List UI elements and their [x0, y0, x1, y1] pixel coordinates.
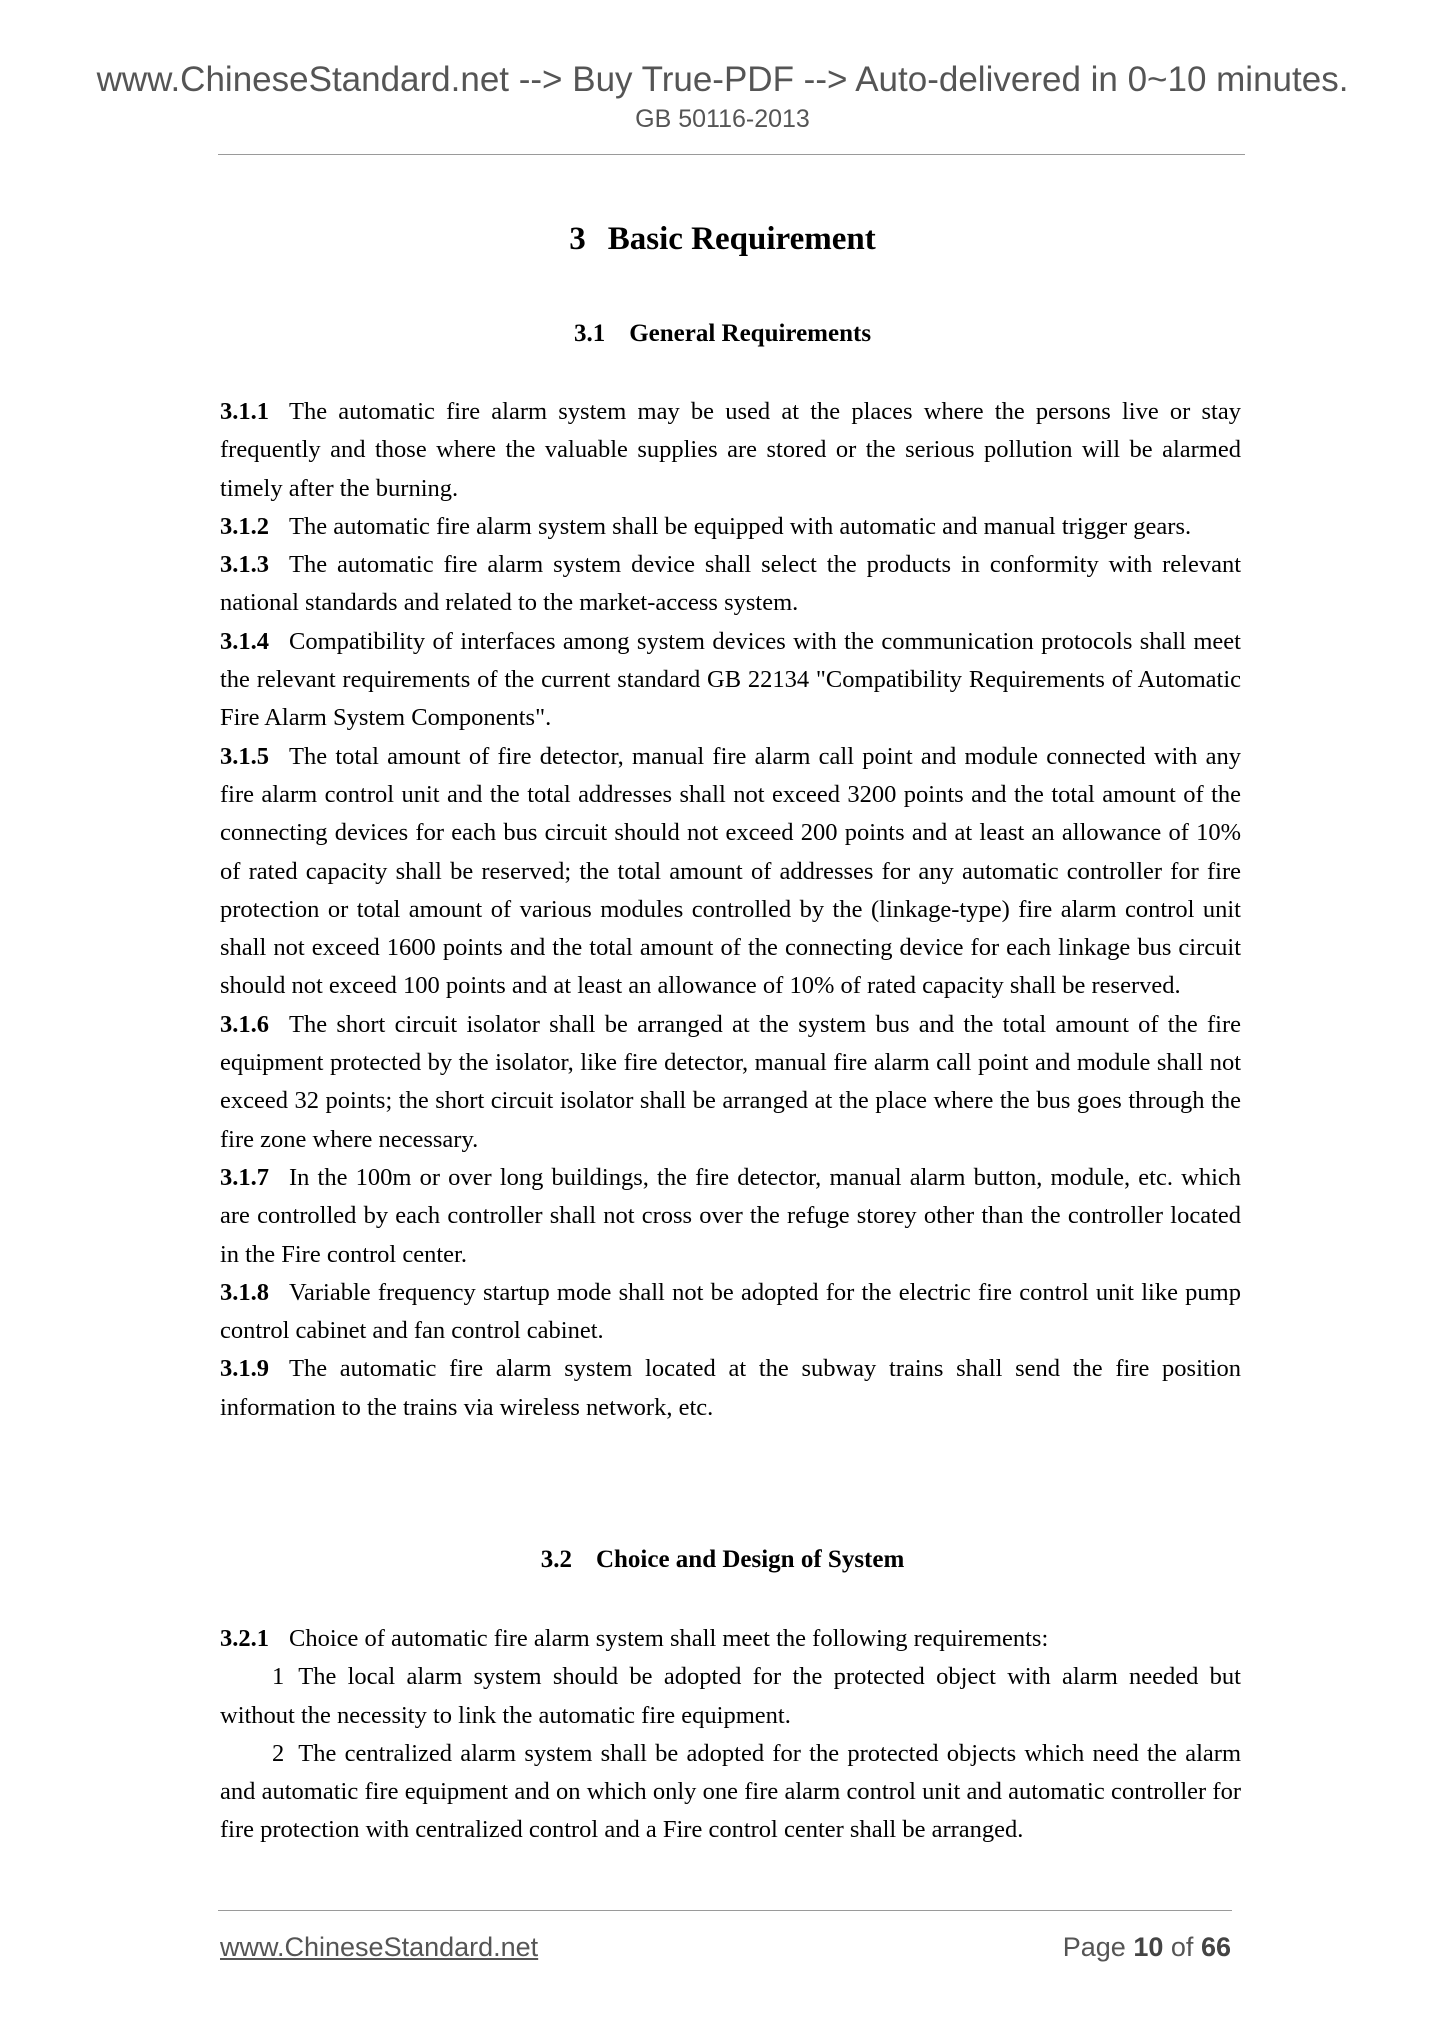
item-number: 1 [272, 1663, 285, 1691]
chapter-title: Basic Requirement [607, 221, 876, 257]
clause-number: 3.1.4 [220, 627, 269, 655]
clause-number: 3.1.5 [220, 742, 269, 770]
item-number: 2 [272, 1739, 285, 1767]
item-text: The centralized alarm system shall be adopted for the protected objects which need the alarm and automatic fire equipment and on which only one fire alarm control unit and automatic controller for fire protection with centralized control and a Fire control center shall be arranged. [220, 1739, 1241, 1844]
page-of: of [1170, 1932, 1194, 1962]
clause-3-1-7 [220, 1159, 1241, 1274]
header-banner[interactable]: www.ChineseStandard.net --> Buy True-PDF --> Auto-delivered in 0~10 minutes. [96, 60, 1349, 99]
header-divider [218, 154, 1245, 155]
section-heading-3-2 [0, 1544, 1445, 1576]
section-title: Choice and Design of System [595, 1546, 905, 1573]
clause-number: 3.1.8 [220, 1278, 269, 1306]
section-3-1-body [220, 393, 1241, 1427]
footer-site-link[interactable]: www.ChineseStandard.net [220, 1932, 539, 1962]
clause-3-2-1 [220, 1620, 1241, 1658]
clause-3-1-4 [220, 623, 1241, 738]
clause-text: The total amount of fire detector, manual fire alarm call point and module connected with any fire alarm control unit and the total addresses shall not exceed 3200 points and the total amount of the connecting devices for each bus circuit should not exceed 200 points and at least an allowance of 10% of rated capacity shall be reserved; the total amount of addresses for any automatic controller for fire protection or total amount of various modules controlled by the (linkage-type) fire alarm control unit shall not exceed 1600 points and the total amount of the connecting device for each linkage bus circuit should not exceed 100 points and at least an allowance of 10% of rated capacity shall be reserved. [220, 742, 1241, 1000]
section-number: 3.1 [573, 320, 606, 347]
page-current: 10 [1133, 1932, 1164, 1962]
clause-text: The automatic fire alarm system located at the subway trains shall send the fire position information to the trains via wireless network, etc. [220, 1355, 1241, 1421]
clause-number: 3.1.3 [220, 551, 269, 579]
footer-divider [218, 1910, 1232, 1911]
section-heading-3-1 [0, 318, 1445, 350]
clause-text: The automatic fire alarm system device shall select the products in conformity with relevant national standards and related to the market-access system. [220, 551, 1241, 617]
clause-number: 3.1.7 [220, 1163, 269, 1191]
chapter-number: 3 [569, 221, 586, 257]
clause-number: 3.2.1 [220, 1625, 269, 1652]
page-indicator [1063, 1930, 1231, 1964]
clause-number: 3.1.6 [220, 1010, 269, 1038]
clause-3-1-6 [220, 1006, 1241, 1159]
clause-text: Choice of automatic fire alarm system shall meet the following requirements: [289, 1625, 1049, 1652]
clause-number: 3.1.2 [220, 512, 269, 540]
clause-3-1-9 [220, 1350, 1241, 1427]
section-3-2-body [220, 1620, 1241, 1850]
clause-3-1-1 [220, 393, 1241, 508]
clause-3-1-8 [220, 1274, 1241, 1351]
clause-text: The automatic fire alarm system shall be equipped with automatic and manual trigger gears. [289, 512, 1192, 540]
page-total: 66 [1200, 1932, 1231, 1962]
page-label: Page [1062, 1932, 1126, 1962]
list-item [220, 1735, 1241, 1850]
standard-code: GB 50116-2013 [635, 105, 810, 133]
clause-3-1-2 [220, 508, 1241, 546]
section-number: 3.2 [540, 1546, 572, 1573]
clause-number: 3.1.9 [220, 1355, 269, 1383]
clause-text: Variable frequency startup mode shall not be adopted for the electric fire control unit like pump control cabinet and fan control cabinet. [220, 1278, 1241, 1345]
clause-number: 3.1.1 [220, 398, 269, 425]
clause-text: In the 100m or over long buildings, the fire detector, manual alarm button, module, etc. which are controlled by each controller shall not cross over the refuge storey other than the controller located in the Fire control center. [220, 1163, 1241, 1268]
chapter-heading [0, 218, 1445, 260]
section-title: General Requirements [629, 320, 872, 347]
list-item [220, 1658, 1241, 1735]
clause-text: Compatibility of interfaces among system devices with the communication protocols shall meet the relevant requirements of the current standard GB 22134 "Compatibility Requirements of Automatic Fire Alarm System Components". [220, 627, 1241, 732]
clause-text: The automatic fire alarm system may be used at the places where the persons live or stay frequently and those where the valuable supplies are stored or the serious pollution will be alarmed timely after the burning. [220, 398, 1241, 502]
clause-3-1-3 [220, 546, 1241, 623]
clause-text: The short circuit isolator shall be arranged at the system bus and the total amount of the fire equipment protected by the isolator, like fire detector, manual fire alarm call point and module shall not exceed 32 points; the short circuit isolator shall be arranged at the place where the bus goes through the fire zone where necessary. [220, 1010, 1241, 1153]
item-text: The local alarm system should be adopted for the protected object with alarm needed but without the necessity to link the automatic fire equipment. [220, 1663, 1241, 1729]
clause-3-1-5 [220, 738, 1241, 1006]
